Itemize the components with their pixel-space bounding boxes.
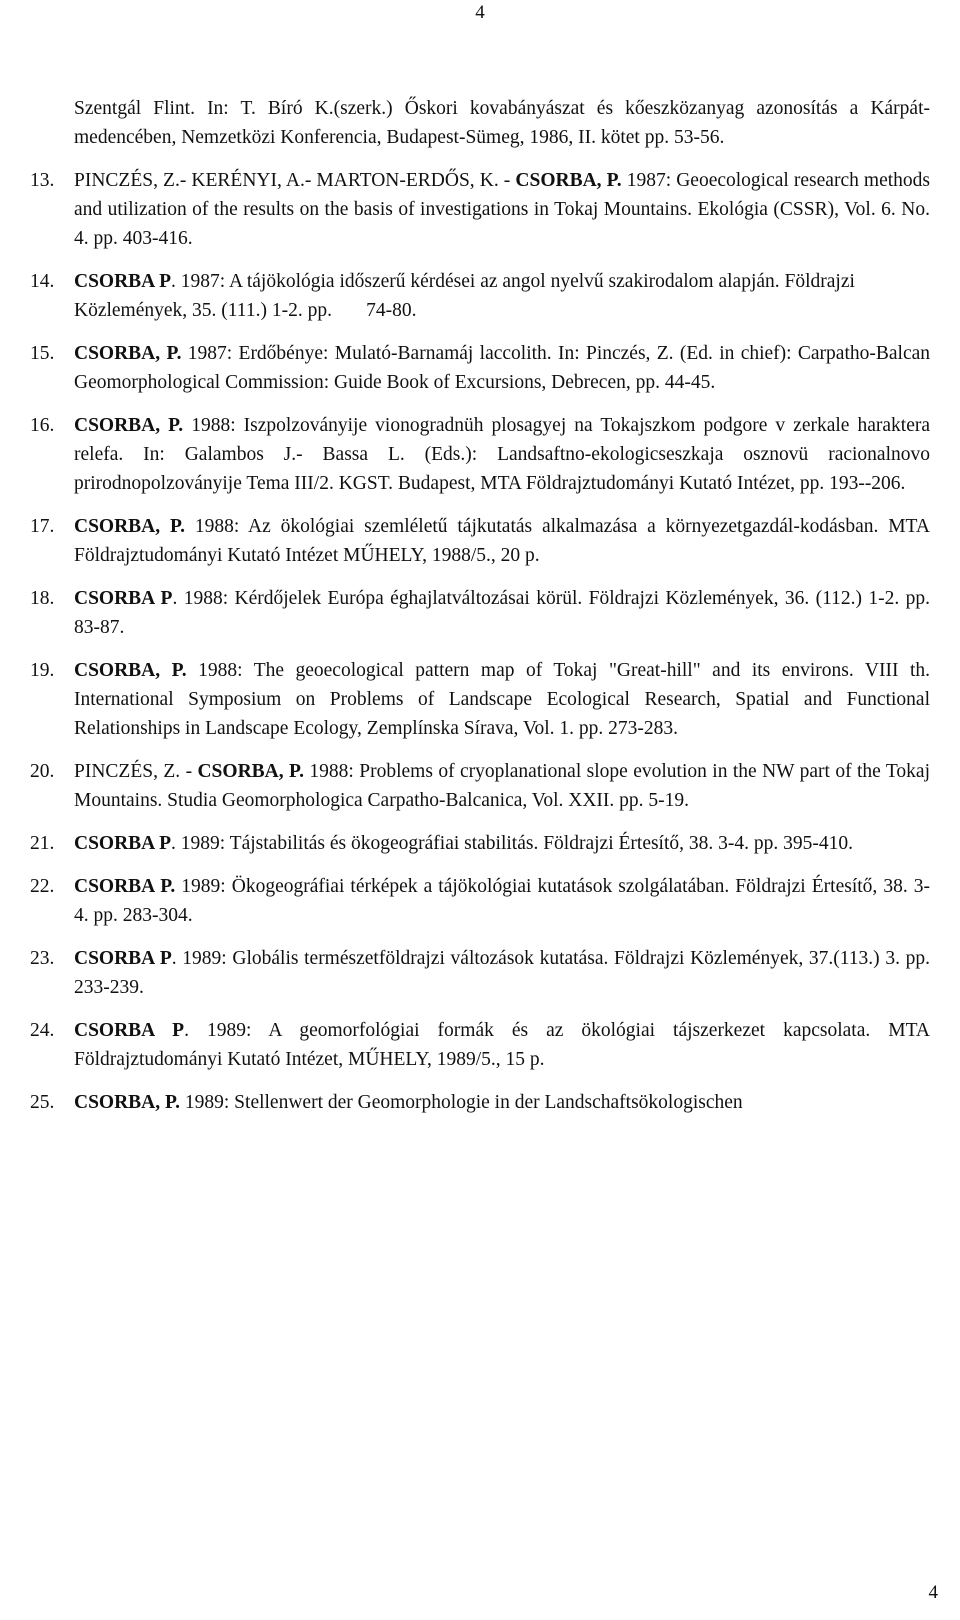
citation: . 1987: A tájökológia időszerű kérdései az angol nyelvű szakirodalom alapján. Földrajzi Közlemények, 35. (111.) 1-2. pp. 74-80. (74, 271, 860, 321)
continued-entry: Szentgál Flint. In: T. Bíró K.(szerk.) Őskori kovabányászat és kőeszközanyag azonosítás a Kárpát-medencében, Nemzetközi Konferencia, Budapest-Sümeg, 1986, II. kötet pp. 53-56. (74, 98, 930, 148)
entry-text (74, 1088, 930, 1117)
page-number-top: 4 (475, 2, 485, 23)
entry-number: 21. (30, 833, 55, 854)
bib-entry-25 (30, 1088, 930, 1117)
citation: 1987: Erdőbénye: Mulató-Barnamáj laccolith. In: Pinczés, Z. (Ed. in chief): Carpatho-Balcan Geomorphological Commission: Guide Book of Excursions, Debrecen, pp. 44-45. (74, 343, 931, 393)
author: CSORBA, P. (74, 1092, 181, 1113)
bibliography-list (30, 94, 930, 1117)
entry-number: 15. (30, 343, 55, 364)
citation: 1988: The geoecological pattern map of Tokaj "Great-hill" and its environs. VIII th. International Symposium on Problems of Landscape Ecological Research, Spatial and Functional Relationships in Landscape Ecology, Zemplínska Sírava, Vol. 1. pp. 273-283. (74, 660, 930, 739)
bib-entry-14 (30, 267, 930, 325)
bib-entry-20 (30, 757, 930, 815)
author: CSORBA P (74, 588, 173, 609)
citation: 1988: Problems of cryoplanational slope evolution in the NW part of the Tokaj Mountains. Studia Geomorphologica Carpatho-Balcanica, Vol. XXII. pp. 5-19. (74, 761, 930, 811)
author: CSORBA, P. (197, 761, 305, 782)
bib-entry-13 (30, 166, 930, 253)
bib-entry-18 (30, 584, 930, 642)
citation: . 1988: Kérdőjelek Európa éghajlatváltozásai körül. Földrajzi Közlemények, 36. (112.) 1-2. pp. 83-87. (74, 588, 930, 638)
entry-text (74, 757, 930, 815)
entry-number: 17. (30, 516, 55, 537)
entry-text (74, 267, 930, 325)
author: CSORBA, P. (74, 343, 182, 364)
bib-entry-22 (30, 872, 930, 930)
coauthors: PINCZÉS, Z. - (74, 761, 198, 782)
bib-entry-21 (30, 829, 930, 858)
entry-number: 19. (30, 660, 55, 681)
entry-text (74, 1016, 930, 1074)
entry-number: 22. (30, 876, 55, 897)
author: CSORBA P (74, 271, 171, 292)
author: CSORBA P. (74, 876, 176, 897)
entry-text (74, 829, 930, 858)
citation: 1988: Az ökológiai szemléletű tájkutatás alkalmazása a környezetgazdál-kodásban. MTA Földrajztudományi Kutató Intézet MŰHELY, 1988/5., 20 p. (74, 516, 930, 566)
entry-text (74, 512, 930, 570)
author: CSORBA P (74, 1020, 185, 1041)
bib-entry-23 (30, 944, 930, 1002)
citation: . 1989: A geomorfológiai formák és az ökológiai tájszerkezet kapcsolata. MTA Földrajztudományi Kutató Intézet, MŰHELY, 1989/5., 15 p. (74, 1020, 930, 1070)
author: CSORBA, P. (74, 516, 185, 537)
entry-number: 18. (30, 588, 55, 609)
citation: . 1989: Globális természetföldrajzi változások kutatása. Földrajzi Közlemények, 37.(113.) 3. pp. 233-239. (74, 948, 930, 998)
citation: 1988: Iszpolzoványije vionogradnüh plosagyej na Tokajszkom podgore v zerkale haraktera relefa. In: Galambos J.- Bassa L. (Eds.): Landsaftno-ekologicseszkaja osznovü racionalnovo prirodnopolzoványije Tema III/2. KGST. Budapest, MTA Földrajztudományi Kutató Intézet, pp. 193--206. (74, 415, 931, 494)
bib-entry-19 (30, 656, 930, 743)
citation: 1989: Ökogeográfiai térképek a tájökológiai kutatások szolgálatában. Földrajzi Értesítő, 38. 3-4. pp. 283-304. (74, 876, 930, 926)
author: CSORBA P (74, 948, 172, 969)
author: CSORBA, P. (74, 660, 187, 681)
entry-text (74, 166, 930, 253)
bib-entry-15 (30, 339, 930, 397)
entry-text (74, 411, 930, 498)
entry-number: 25. (30, 1092, 55, 1113)
bib-entry-24 (30, 1016, 930, 1074)
citation: 1987: Geoecological research methods and utilization of the results on the basis of investigations in Tokaj Mountains. Ekológia (CSSR), Vol. 6. No. 4. pp. 403-416. (74, 170, 931, 249)
page-number-bottom: 4 (928, 1582, 938, 1603)
entry-text (74, 584, 930, 642)
entry-number: 24. (30, 1020, 55, 1041)
coauthors: PINCZÉS, Z.- KERÉNYI, A.- MARTON-ERDŐS, K. - (74, 170, 516, 191)
bib-entry-17 (30, 512, 930, 570)
entry-number: 16. (30, 415, 55, 436)
entry-text (74, 872, 930, 930)
entry-text (74, 339, 930, 397)
entry-text (74, 944, 930, 1002)
author: CSORBA, P. (74, 415, 184, 436)
entry-number: 20. (30, 761, 55, 782)
author: CSORBA, P. (515, 170, 622, 191)
author: CSORBA P (74, 833, 171, 854)
entry-number: 13. (30, 170, 55, 191)
entry-number: 14. (30, 271, 55, 292)
entry-text (74, 656, 930, 743)
citation: . 1989: Tájstabilitás és ökogeográfiai stabilitás. Földrajzi Értesítő, 38. 3-4. pp. 395-410. (170, 833, 854, 854)
bib-entry-16 (30, 411, 930, 498)
citation: 1989: Stellenwert der Geomorphologie in der Landschaftsökologischen (180, 1092, 743, 1113)
entry-number: 23. (30, 948, 55, 969)
